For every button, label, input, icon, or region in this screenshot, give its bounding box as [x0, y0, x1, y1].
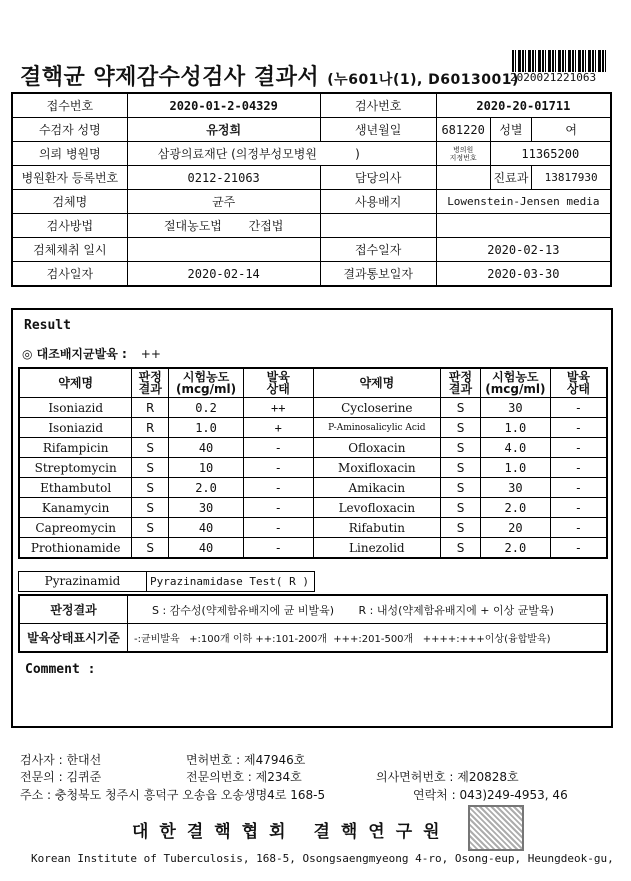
specimen: 균주: [127, 190, 320, 214]
drug-growth: -: [550, 418, 607, 438]
drug-name: Levofloxacin: [313, 498, 441, 518]
dob: 681220: [436, 118, 490, 142]
method: 절대농도법 간접법: [127, 214, 320, 238]
medium-label: 사용배지: [320, 190, 436, 214]
drug-result: S: [132, 498, 169, 518]
drug-result: S: [441, 438, 481, 458]
medium: Lowenstein-Jensen media: [436, 190, 611, 214]
pyrazinamidase-test: Pyrazinamidase Test( R ): [150, 575, 309, 588]
growth-legend-label: 발육상태표시기준: [19, 624, 128, 653]
drug-name: P-Aminosalicylic Acid: [313, 418, 441, 438]
drug-conc: 2.0: [169, 478, 244, 498]
doctor-name: [436, 166, 490, 190]
control-growth-value: ++: [140, 347, 161, 361]
method-blank-value: [436, 214, 611, 238]
doctor-label: 담당의사: [320, 166, 436, 190]
drug-result: S: [441, 418, 481, 438]
drug-result: R: [132, 418, 169, 438]
test-no: 2020-20-01711: [436, 93, 611, 118]
dob-label: 생년월일: [320, 118, 436, 142]
drug-result: S: [441, 518, 481, 538]
contact: 연락처 : 043)249-4953, 46: [413, 788, 568, 802]
drug-name: Isoniazid: [19, 418, 132, 438]
address: 주소 : 충청북도 청주시 흥덕구 오송읍 오송생명4로 168-5: [20, 788, 326, 802]
header-drug-name-right: 약제명: [313, 368, 441, 398]
test-no-label: 검사번호: [320, 93, 436, 118]
drug-conc: 30: [169, 498, 244, 518]
drug-result: S: [132, 478, 169, 498]
drug-result: S: [441, 538, 481, 559]
sex: 여: [532, 118, 611, 142]
table-row: [19, 538, 607, 559]
drug-growth: ++: [243, 398, 313, 418]
table-row: [19, 498, 607, 518]
drug-name: Moxifloxacin: [313, 458, 441, 478]
comment-label: Comment :: [25, 662, 96, 677]
drug-result: S: [132, 518, 169, 538]
drug-result: S: [132, 438, 169, 458]
barcode-number: 2020021221063: [510, 71, 597, 84]
drug-result: S: [132, 538, 169, 559]
hospital-name: 삼광의료재단 (의정부성모병원 ): [127, 142, 436, 166]
drug-conc: 0.2: [169, 398, 244, 418]
dept-value: 13817930: [532, 166, 611, 190]
drug-conc: 2.0: [480, 538, 550, 559]
drug-name: Isoniazid: [19, 398, 132, 418]
specialist: 전문의 : 김퀴준: [20, 770, 102, 784]
header-result-left: 판정 결과: [132, 368, 169, 398]
drug-growth: -: [550, 398, 607, 418]
patient-name-label: 수검자 성명: [12, 118, 127, 142]
header-growth-right: 발육 상태: [550, 368, 607, 398]
receipt-no: 2020-01-2-04329: [127, 93, 320, 118]
method-label: 검사방법: [12, 214, 127, 238]
test-date-label: 검사일자: [12, 262, 127, 287]
drug-name: Streptomycin: [19, 458, 132, 478]
drug-name: Linezolid: [313, 538, 441, 559]
drug-name: Cycloserine: [313, 398, 441, 418]
report-date: 2020-03-30: [436, 262, 611, 287]
drug-name: Rifampicin: [19, 438, 132, 458]
drug-result: S: [132, 458, 169, 478]
drug-conc: 1.0: [169, 418, 244, 438]
method-blank: [320, 214, 436, 238]
title-code: (누601나(1), D6013001): [327, 72, 519, 88]
drug-result: S: [441, 458, 481, 478]
drug-result: S: [441, 498, 481, 518]
drug-growth: +: [243, 418, 313, 438]
judge-legend-text: S : 감수성(약제함유배지에 균 비발육) R : 내성(약제함유배지에 + 이상 균발육): [128, 595, 608, 624]
control-growth: ◎ 대조배지균발육 : ++: [22, 347, 161, 361]
official-seal-stamp: [468, 805, 524, 851]
registration-no: 0212-21063: [127, 166, 320, 190]
drug-growth: -: [550, 518, 607, 538]
specialist-no: 전문의번호 : 제234호: [186, 770, 302, 784]
header-conc-left: 시험농도 (mcg/ml): [169, 368, 244, 398]
table-row: [19, 458, 607, 478]
drug-growth: -: [550, 478, 607, 498]
drug-name: Ofloxacin: [313, 438, 441, 458]
drug-name: Prothionamide: [19, 538, 132, 559]
license-no: 면허번호 : 제47946호: [186, 753, 306, 767]
pyrazinamide-row: [18, 571, 315, 592]
collect-label: 검체채취 일시: [12, 238, 127, 262]
organization-address: Korean Institute of Tuberculosis, 168-5, Osongsaengmyeong 4-ro, Osong-eup, Heungdeok-gu,: [31, 852, 614, 865]
result-heading: Result: [24, 318, 71, 333]
drug-name: Capreomycin: [19, 518, 132, 538]
drug-growth: -: [243, 538, 313, 559]
drug-growth: -: [550, 498, 607, 518]
test-date: 2020-02-14: [127, 262, 320, 287]
drug-growth: -: [243, 458, 313, 478]
doctor-license-no: 의사면허번호 : 제20828호: [376, 770, 519, 784]
dept-label: 진료과: [490, 166, 532, 190]
drug-conc: 40: [169, 518, 244, 538]
patient-info-table: [11, 92, 612, 287]
hospital-label: 의뢰 병원명: [12, 142, 127, 166]
drug-growth: -: [550, 458, 607, 478]
drug-conc: 30: [480, 398, 550, 418]
registration-label: 병원환자 등록번호: [12, 166, 127, 190]
barcode-graphic: [512, 50, 608, 72]
drug-result: R: [132, 398, 169, 418]
drug-growth: -: [550, 538, 607, 559]
document-title: 결핵균 약제감수성검사 결과서 (누601나(1), D6013001): [20, 65, 519, 90]
growth-legend-text: -:균비발육 +:100개 이하 ++:101-200개 +++:201-500개 ++++:+++이상(융합발육): [128, 624, 608, 653]
organization-name: 대한결핵협회 결핵연구원: [132, 822, 451, 842]
receipt-date: 2020-02-13: [436, 238, 611, 262]
drug-growth: -: [243, 518, 313, 538]
drug-conc: 1.0: [480, 458, 550, 478]
drug-conc: 40: [169, 538, 244, 559]
drug-growth: -: [243, 438, 313, 458]
judge-legend-label: 판정결과: [19, 595, 128, 624]
header-conc-right: 시험농도 (mcg/ml): [480, 368, 550, 398]
receipt-date-label: 접수일자: [320, 238, 436, 262]
hospital-code: 11365200: [490, 142, 611, 166]
sex-label: 성별: [490, 118, 532, 142]
header-result-right: 판정 결과: [441, 368, 481, 398]
specimen-label: 검체명: [12, 190, 127, 214]
drug-conc: 30: [480, 478, 550, 498]
drug-conc: 40: [169, 438, 244, 458]
drug-conc: 4.0: [480, 438, 550, 458]
drug-name: Ethambutol: [19, 478, 132, 498]
drug-conc: 1.0: [480, 418, 550, 438]
patient-name: 유정희: [127, 118, 320, 142]
drug-name: Kanamycin: [19, 498, 132, 518]
drug-result: S: [441, 398, 481, 418]
drug-conc: 10: [169, 458, 244, 478]
tester: 검사자 : 한대선: [20, 753, 102, 767]
report-date-label: 결과통보일자: [320, 262, 436, 287]
header-drug-name-left: 약제명: [19, 368, 132, 398]
legend-table: [18, 594, 608, 653]
table-row: [19, 418, 607, 438]
drug-conc: 20: [480, 518, 550, 538]
drug-result: S: [441, 478, 481, 498]
table-row: [19, 438, 607, 458]
drug-growth: -: [550, 438, 607, 458]
drug-name: Rifabutin: [313, 518, 441, 538]
table-row: [19, 518, 607, 538]
hospital-code-label: 병의원 지정번호: [436, 142, 490, 166]
drug-growth: -: [243, 498, 313, 518]
drug-susceptibility-table: [18, 367, 608, 559]
collect-date: [127, 238, 320, 262]
receipt-no-label: 접수번호: [12, 93, 127, 118]
pyrazinamide-name: Pyrazinamid: [19, 572, 147, 591]
drug-growth: -: [243, 478, 313, 498]
table-row: [19, 478, 607, 498]
header-growth-left: 발육 상태: [243, 368, 313, 398]
table-row: [19, 398, 607, 418]
drug-conc: 2.0: [480, 498, 550, 518]
drug-name: Amikacin: [313, 478, 441, 498]
